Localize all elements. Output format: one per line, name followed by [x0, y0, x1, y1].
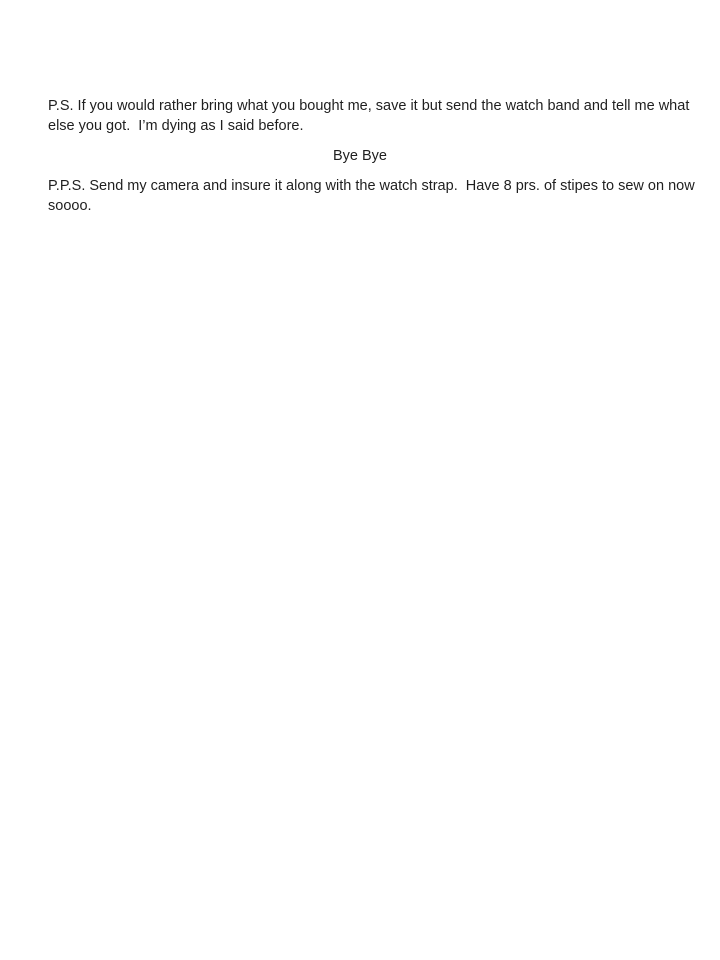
paragraph-ps-line-1: P.S. If you would rather bring what you bought me, save it but send the watch band and tell me what — [48, 98, 690, 114]
paragraph-pps-line-2: soooo. — [48, 198, 92, 214]
paragraph-pps-line-1: P.P.S. Send my camera and insure it along with the watch strap. Have 8 prs. of stipes to sew on now — [48, 178, 695, 194]
paragraph-pps — [48, 176, 695, 216]
paragraph-bye — [48, 146, 672, 166]
document-content — [48, 96, 695, 226]
paragraph-ps-line-2: else you got. I’m dying as I said before. — [48, 118, 304, 134]
paragraph-ps — [48, 96, 690, 136]
paragraph-bye-line-1: Bye Bye — [333, 148, 387, 164]
